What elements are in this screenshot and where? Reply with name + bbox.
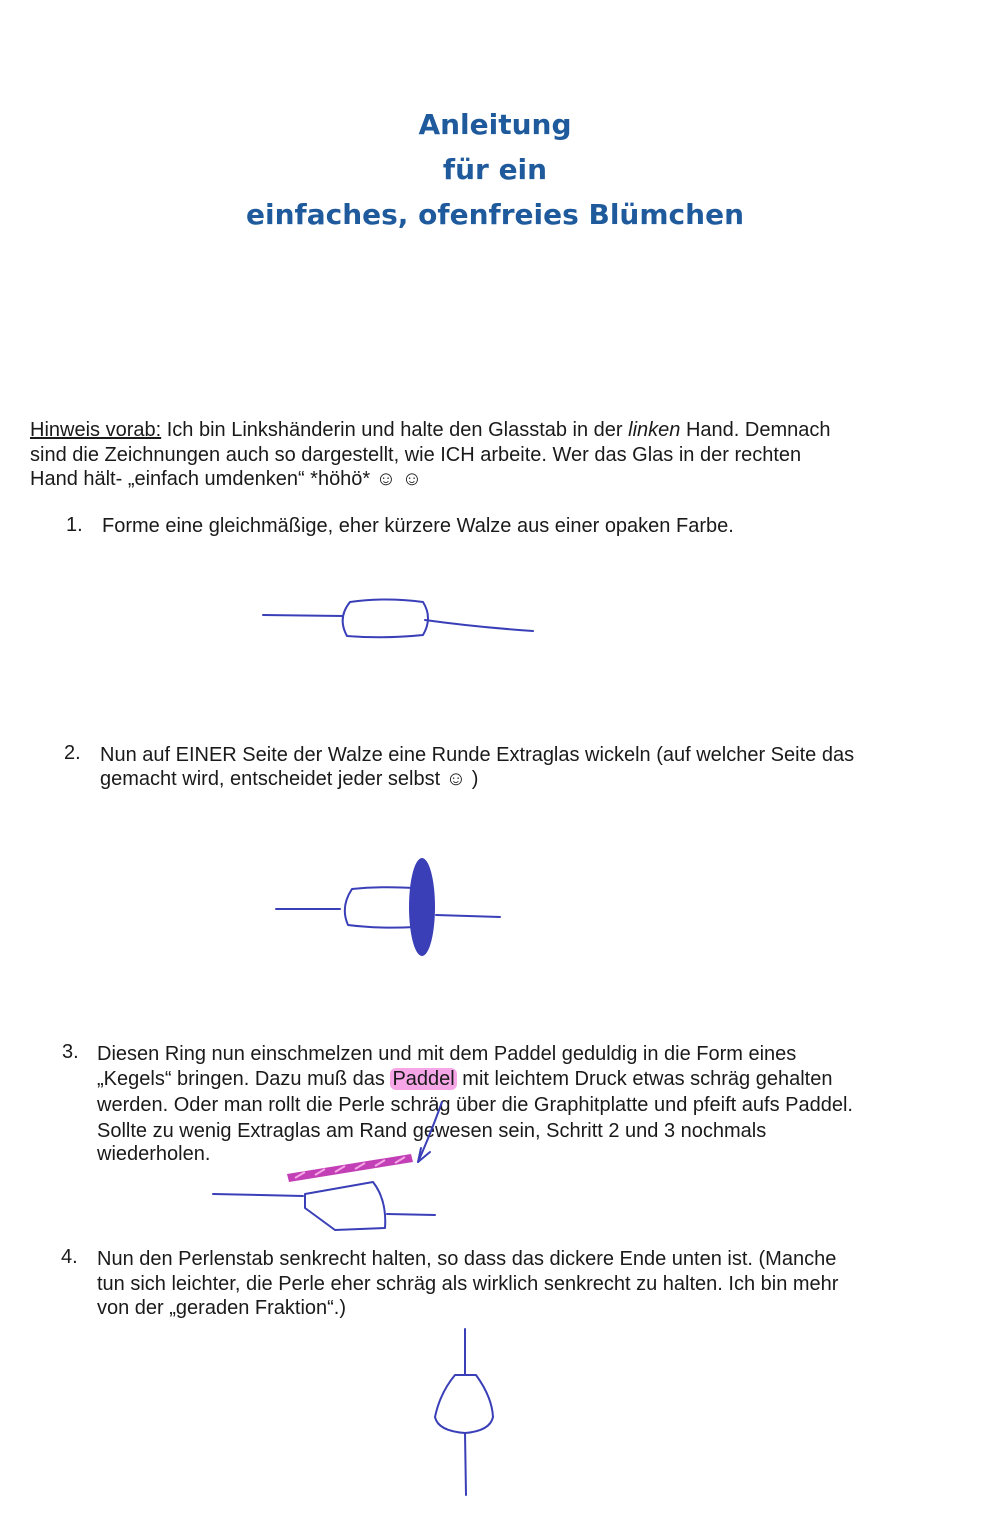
- intro-line-3: Hand hält- „einfach umdenken“ *höhö* ☺ ☺: [30, 468, 423, 490]
- intro-italic-word: linken: [628, 419, 681, 441]
- step-3-line-2: [97, 1067, 832, 1091]
- intro-line-1-end: Hand. Demnach: [680, 419, 831, 441]
- cylinder-with-ring-sketch-icon: [270, 855, 510, 965]
- step-2-line-2: gemacht wird, entscheidet jeder selbst ☺ ): [100, 768, 479, 790]
- step-4-line-2: tun sich leichter, die Perle eher schräg als wirklich senkrecht zu halten. Ich bin mehr: [97, 1273, 839, 1295]
- cylinder-bead-sketch-icon: [255, 590, 545, 650]
- step-3-number: 3.: [62, 1041, 79, 1063]
- vertical-cone-sketch-icon: [420, 1325, 510, 1500]
- step-2-line-1: Nun auf EINER Seite der Walze eine Runde Extraglas wickeln (auf welcher Seite das: [100, 744, 855, 766]
- intro-line-2: sind die Zeichnungen auch so dargestellt, wie ICH arbeite. Wer das Glas in der rechten: [30, 444, 802, 466]
- step-3-line-4: Sollte zu wenig Extraglas am Rand gewesen sein, Schritt 2 und 3 nochmals: [97, 1120, 767, 1142]
- step-1-line-1: Forme eine gleichmäßige, eher kürzere Walze aus einer opaken Farbe.: [102, 515, 734, 537]
- step-3-line-2-end: mit leichtem Druck etwas schräg gehalten: [456, 1068, 833, 1090]
- step-4-line-1: Nun den Perlenstab senkrecht halten, so dass das dickere Ende unten ist. (Manche: [97, 1248, 837, 1270]
- paddel-highlight: Paddel: [392, 1068, 455, 1090]
- step-1-number: 1.: [66, 514, 83, 536]
- intro-line-1-text: Ich bin Linkshänderin und halte den Glasstab in der: [161, 419, 629, 441]
- step-3-line-1: Diesen Ring nun einschmelzen und mit dem Paddel geduldig in die Form eines: [97, 1043, 797, 1065]
- step-3-line-2-start: „Kegels“ bringen. Dazu muß das: [97, 1068, 391, 1090]
- step-3-line-3: werden. Oder man rollt die Perle schräg über die Graphitplatte und pfeift aufs Paddel.: [97, 1094, 853, 1116]
- title-line-1: Anleitung: [418, 108, 572, 141]
- title-line-3: einfaches, ofenfreies Blümchen: [246, 198, 744, 231]
- page-title: [0, 102, 990, 237]
- step-3-line-5: wiederholen.: [97, 1143, 211, 1165]
- intro-line-1: [30, 418, 831, 442]
- title-line-2: für ein: [442, 153, 548, 186]
- step-4-line-3: von der „geraden Fraktion“.): [97, 1297, 347, 1319]
- step-4-number: 4.: [61, 1246, 78, 1268]
- step-2-number: 2.: [64, 742, 81, 764]
- intro-label: Hinweis vorab:: [30, 419, 162, 441]
- cone-with-paddle-sketch-icon: [205, 1090, 465, 1230]
